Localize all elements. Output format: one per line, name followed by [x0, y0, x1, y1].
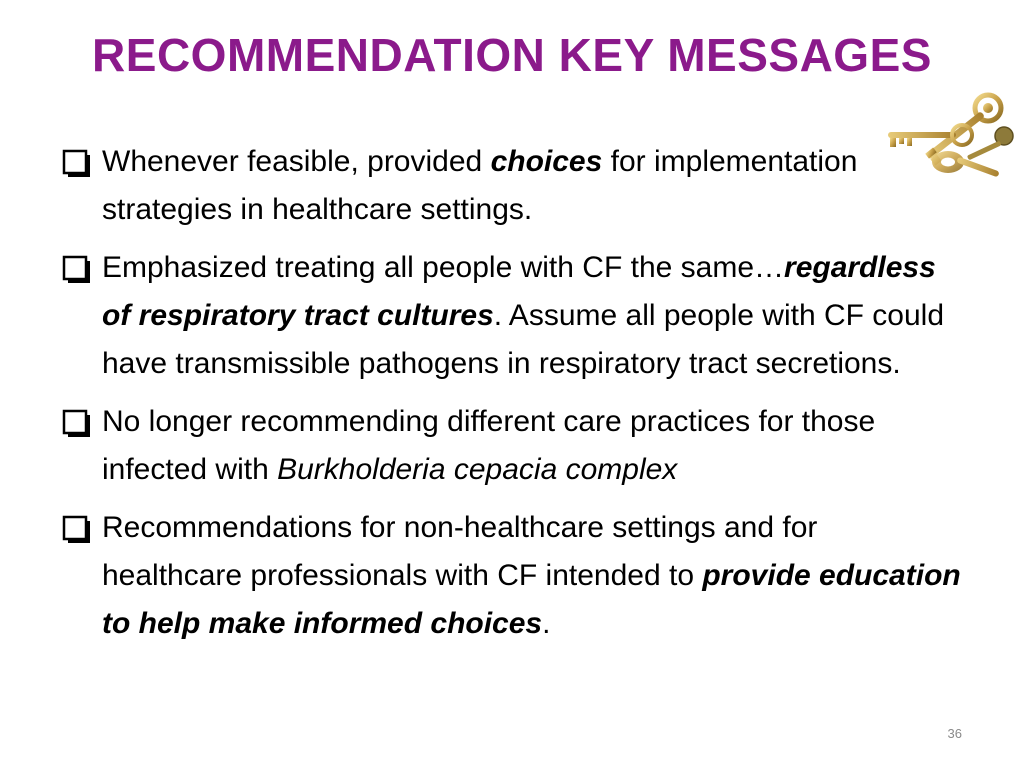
bullet-item [62, 398, 962, 494]
checkbox-bullet-icon [62, 149, 96, 179]
bullet-text-part: for implementation strategies in healthcare settings. [102, 145, 858, 226]
bullet-text-part: Emphasized treating all people with CF the same… [102, 251, 785, 284]
bullet-text-part: choices [490, 145, 603, 178]
bullet-text-part: Whenever feasible, provided [102, 145, 491, 178]
bullet-text [102, 405, 875, 486]
bullet-text [102, 251, 944, 380]
page-number: 36 [947, 726, 962, 741]
slide-title: RECOMMENDATION KEY MESSAGES [92, 29, 932, 81]
bullet-text-part: provide education to help make informed choices [102, 559, 961, 640]
bullet-text [102, 511, 961, 640]
bullet-text-part: regardless of respiratory tract cultures [102, 251, 936, 332]
bullet-text-part: . [542, 607, 551, 640]
bullet-text-part: Recommendations for non-healthcare settings and for healthcare professionals with CF intended to [102, 511, 818, 592]
bullet-item [62, 244, 962, 388]
bullet-text-part: Burkholderia cepacia complex [277, 453, 678, 486]
checkbox-bullet-icon [62, 409, 96, 439]
bullet-text [102, 145, 857, 226]
bullet-list [62, 138, 962, 648]
bullet-item [62, 504, 962, 648]
checkbox-bullet-icon [62, 515, 96, 545]
bullet-item [62, 138, 962, 234]
checkbox-bullet-icon [62, 255, 96, 285]
bullet-text-part: . Assume all people with CF could have transmissible pathogens in respiratory tract secretions. [102, 299, 945, 380]
bullet-text-part: No longer recommending different care practices for those infected with [102, 405, 876, 486]
